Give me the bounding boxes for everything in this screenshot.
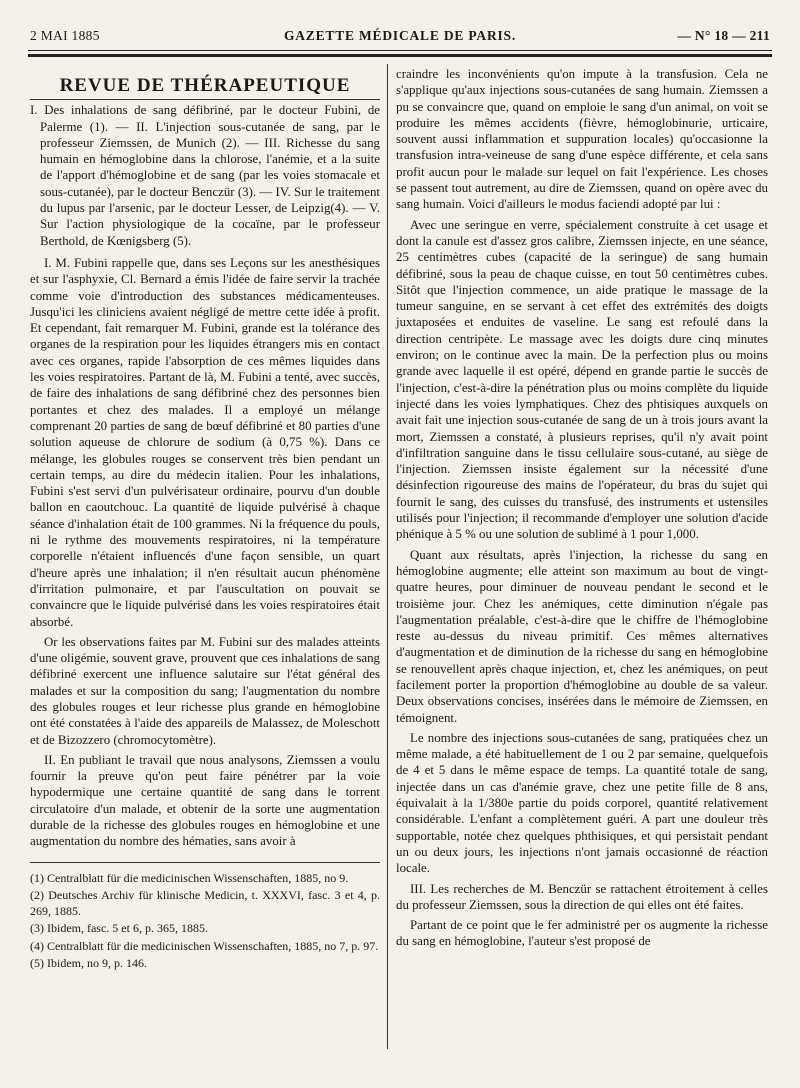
section-title: REVUE DE THÉRAPEUTIQUE (30, 78, 380, 100)
paragraph: Le nombre des injections sous-cutanées de sang, pratiquées chez un même malade, a été habituellement de 1 ou 2 par semaine, quelquefois de 4 et 5 dans le même espace de temps. La quantité totale de sang, injectée dans un cas d'anémie grave, chez une petite fille de 8 ans, équivalait à la 1/380e partie du poids corporel, quantité relativement considérable. L'enfant a complètement guéri. A part une douleur très supportable, notée chez quelques phthisiques, et qui persistait pendant un ou deux jours, les injections n'ont jamais occasionné de réaction locale. (396, 730, 768, 876)
paragraph: I. M. Fubini rappelle que, dans ses Leçons sur les anesthésiques et sur l'asphyxie, Cl. Bernard a émis l'idée de faire servir la trachée comme voie d'introduction des substances médicamenteuses. Jusqu'ici les cliniciens avaient négligé de mettre cette idée à profit. Et cependant, fait remarquer M. Fubini, grande est la tolérance des organes de la respiration pour les liquides étrangers mis en contact avec ces organes, rapide l'absorption de ces mêmes liquides dans les voies respiratoires. Partant de là, M. Fubini a tenté, avec succès, de faire des inhalations de sang défibriné chez des personnes bien portantes et chez des malades. Il a employé un mélange comprenant 20 parties de sang de bœuf défibriné et 80 parties d'une solution aqueuse de chlorure de sodium (à 0,75 %). Dans ce mélange, les globules rouges se conservent très bien pendant un certain temps, au dire du médecin italien. Pour les inhalations, Fubini s'est servi d'un pulvérisateur ordinaire, pourvu d'un double ballon en caoutchouc. La quantité de liquide pulvérisé à chaque séance d'inhalation était de 100 grammes. Ni la fréquence du pouls, ni le rythme des mouvements respiratoires, ni la température corporelle n'étaient influencés d'une façon sensible, un quart d'heure après une inhalation; il n'en résultait aucun phénomène d'irritation pulmonaire, et par l'auscultation on pouvait se convaincre que le liquide pulvérisé dans les voies respiratoires était absorbé. (30, 255, 380, 629)
header-rule-thick (28, 54, 772, 57)
left-column (30, 66, 380, 974)
page-number: — N° 18 — 211 (677, 28, 770, 43)
page-header (30, 28, 770, 50)
footnote: (4) Centralblatt für die medicinischen Wissenschaften, 1885, no 7, p. 97. (30, 938, 379, 953)
footnotes-rule (30, 862, 380, 863)
footnote: (2) Deutsches Archiv für klinische Medicin, t. XXXVI, fasc. 3 et 4, p. 269, 1885. (30, 888, 380, 918)
header-rule-thin (28, 50, 772, 51)
paragraph: Avec une seringue en verre, spécialement construite à cet usage et dont la canule est d'assez gros calibre, Ziemssen injecte, en une séance, 25 centimètres cubes (capacité de la seringue) de sang humain défibriné, sous la peau de chaque cuisse, en tout 50 centimètres cubes. Sitôt que l'injection commence, un aide pratique le massage de la tumeur sanguine, en se servant à cet effet des extrémités des doigts juxtaposées et enduites de vaseline. Le sang est refoulé dans la direction centripète. Le massage avec les doigts dure cinq minutes environ; on le continue avec la main. De la perfection plus ou moins grande avec laquelle il est opéré, dépend en grande partie le succès de l'injection, c'est-à-dire la pénétration plus ou moins complète du liquide injecté dans les voies lymphatiques. Chez des phtisiques auxquels on avait fait une injection sous-cutanée de sang de un à trois jours avant la mort, Ziemssen a constaté, à plusieurs reprises, qu'il n'y avait point d'infiltration sanguine dans le tissu cellulaire sous-cutané, au siège de l'injection. Ziemssen insiste également sur la nécessité d'une désinfection rigoureuse des mains de l'opérateur, du bras du sujet qui fournit le sang, des cuisses du transfusé, des instruments et ustensiles utilisés pour l'injection; il recommande d'employer une solution d'acide phénique à 5 % ou une solution de sublimé à 1 pour 1,000. (396, 217, 768, 542)
footnote: (5) Ibidem, no 9, p. 146. (30, 956, 147, 971)
footnote: (3) Ibidem, fasc. 5 et 6, p. 365, 1885. (30, 921, 208, 936)
paragraph: Or les observations faites par M. Fubini sur des malades atteints d'une oligémie, souvent grave, prouvent que ces inhalations de sang défibriné exercent une influence salutaire sur l'état général des malades et sur la composition du sang; l'augmentation du nombre des globules rouges et leur richesse plus grande en hémoglobine ont été constatées à l'aide des appareils de Malassez, de Moleschott et de Bizozzero (chromocytomètre). (30, 634, 380, 747)
footnote: (1) Centralblatt für die medicinischen Wissenschaften, 1885, no 9. (30, 870, 349, 885)
section-summary: I. Des inhalations de sang défibriné, par le docteur Fubini, de Palerme (1). — II. L'injection sous-cutanée de sang, par le professeur Ziemssen, de Munich (2). — III. Richesse du sang humain en hémoglobine dans la chlorose, l'anémie, et a la suite de l'apport d'hémoglobine et de sang (par les voies stomacale et sous-cutanée), par le docteur Benczür (3). — IV. Sur le traitement du lupus par l'arsenic, par le docteur Lesser, de Leipzig(4). — V. Sur l'action physiologique de la cocaïne, par le professeur Berthold, de Kœnigsberg (5). (30, 103, 380, 248)
journal-title: GAZETTE MÉDICALE DE PARIS. (283, 28, 517, 43)
paragraph: Partant de ce point que le fer administré per os augmente la richesse du sang en hémoglobine, l'auteur s'est proposé de (396, 918, 768, 949)
column-divider (387, 64, 388, 1049)
issue-date: 2 MAI 1885 (30, 28, 100, 43)
right-column (396, 66, 768, 954)
paragraph: II. En publiant le travail que nous analysons, Ziemssen a voulu fournir la preuve qu'on peut faire pénétrer par la voie hypodermique une certaine quantité de sang dans le torrent circulatoire d'un malade, et obtenir de la sorte une augmentation durable de la richesse des globules rouges en hémoglobine et une augmentation du nombre des hématies, sans avoir à (30, 752, 380, 849)
paragraph: craindre les inconvénients qu'on impute à la transfusion. Cela ne s'applique qu'aux injections sous-cutanées de sang humain. Ziemssen a pu se convaincre que, quand on emploie le sang d'un animal, on voit se produire les mêmes accidents (fièvre, hémoglobinurie, urticaire, souvent aussi inflammation et suppuration locales) qu'occasionne la transfusion intra-veineuse de sang d'une espèce différente, et cela sans profit aucun pour le malade sur lequel on fait l'expérience. Les choses se passent tout autrement, au dire de Ziemssen, quand on opère avec du sang humain. Voici d'ailleurs le modus faciendi adopté par lui : (396, 67, 768, 212)
paragraph: Quant aux résultats, après l'injection, la richesse du sang en hémoglobine augmente; elle atteint son maximum au bout de vingt-quatre heures, pour diminuer de nouveau pendant le second et le troisième jour. Chez les anémiques, cette diminution n'égale pas l'augmentation préalable, c'est-à-dire que le chiffre de l'hémoglobine reste au-dessus du niveau primitif. Ces mêmes alternatives d'augmentation et de diminution de la richesse du sang en hémoglobine se renouvellent après chaque injection, et, chez les anémiques, on peut facilement porter la proportion d'hémoglobine au double de sa valeur. Deux observations concises, insérées dans le mémoire de Ziemssen, en témoignent. (396, 547, 768, 725)
paragraph: III. Les recherches de M. Benczür se rattachent étroitement à celles du professeur Ziemssen, sous la direction de qui elles ont été faites. (396, 881, 768, 912)
